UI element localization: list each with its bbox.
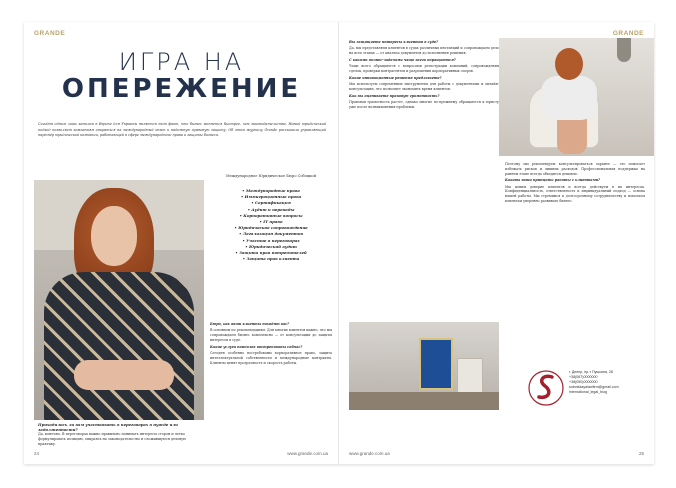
headline-line1: ИГРА НА — [118, 48, 245, 76]
interview-answer: Да, мы представляем клиентов в судах различных инстанций и сопровождаем дело на всех этапах — от анализа документов до исполнения решения. — [349, 46, 499, 56]
interview-question: Какие услуги наиболее востребованы сейчас? — [210, 344, 303, 349]
lead-text: Сегодня одним лишь каналом в Европе для Украины является тот факт, что бизнес меняется быстрее, чем законодательство. Новый юридический подход позволяет компаниям опираться на международный опыт и надежную правовую защиту. Об этом журналу Grande рассказала управляющий партнёр юридической компании, работающей в сфере международного права и защиты бизнеса. — [38, 122, 326, 138]
contact-list — [569, 370, 651, 395]
award-photo — [349, 322, 499, 410]
services-list — [210, 188, 332, 262]
site-url-left[interactable]: www.grande.com.ua — [287, 451, 328, 456]
interview-question: С какими бизнес-задачами чаще всего обращаются? — [349, 57, 456, 62]
interview-answer: Мы используем современные инструменты для работы с документами и онлайн-консультации, что позволяет экономить время клиентов. — [349, 82, 499, 91]
page-number-right: 25 — [638, 451, 644, 456]
service-item: • Легализация документов — [238, 231, 304, 237]
interview-answer: Сегодня особенно востребованы корпоративное право, защита интеллектуальной собственности и международные контракты. Клиенты ценят прозрачность и скорость работы. — [210, 350, 332, 365]
section-label: GRANDE — [34, 30, 66, 37]
lead-paragraph — [38, 122, 326, 140]
interview-answer: В основном по рекомендациям. Для многих клиентов важно, что мы сопровождаем бизнес комплексно — от консультации до защиты интересов в суде. — [210, 328, 333, 342]
phone-text[interactable]: +38(067)0000000 — [569, 375, 598, 379]
article-column — [349, 38, 499, 111]
headline-line2: ОПЕРЕЖЕНИЕ — [61, 74, 302, 104]
section-label: GRANDE — [612, 30, 644, 37]
interview-answer: Поэтому мы рекомендуем консультироваться заранее — это помогает избежать рисков и лишних расходов. Профессиональная поддержка на раннем этапе всегда обходится дешевле. — [505, 162, 645, 176]
service-item: • IT право — [259, 219, 283, 225]
interview-answer: Правовая грамотность растет, однако многие по-прежнему обращаются к юристу уже после возникновения проблемы. — [349, 99, 499, 109]
service-item: • Корпоративные вопросы — [239, 212, 303, 218]
left-page — [24, 22, 339, 464]
service-item: • Участие в переговорах — [242, 237, 300, 243]
service-item: • Иммиграционные права — [240, 194, 302, 200]
email-link[interactable]: sobotskayalawfirm@gmail.com — [569, 385, 619, 389]
service-item: • Юридическое сопровождение — [234, 225, 308, 231]
social-link[interactable]: international_legal_blog — [569, 390, 607, 394]
interview-question: Бюро, как ваши клиенты находят вас? — [210, 322, 290, 326]
interview-answer: Мы ценим доверие клиентов и всегда действуем в их интересах. Конфиденциальность, ответственность и индивидуальный подход — основа нашей работы. Мы стремимся к долгосрочному сотрудничеству и помогаем клиентам уверенно развивать бизнес. — [505, 184, 645, 204]
page-number-left: 24 — [34, 451, 40, 456]
site-url-right[interactable]: www.grande.com.ua — [349, 451, 390, 456]
service-item: • Международные права — [242, 188, 300, 193]
service-item: • Защита прав клиента — [242, 256, 300, 262]
service-item: • Защита прав потребителей — [235, 250, 307, 256]
caption-answer: Да, конечно. В переговорах важно правильно понимать интересы сторон и четко формулировать позицию, опираясь на законодательство и сложившуюся деловую практику. — [38, 432, 187, 446]
article-column — [210, 320, 332, 367]
law-firm-logo — [527, 368, 565, 408]
service-item: • Сертификация — [251, 200, 291, 206]
service-item: • Юридический аудит — [245, 243, 297, 249]
right-page — [339, 22, 654, 464]
interview-question: Вы защищаете интересы клиентов в суде? — [349, 40, 439, 44]
magazine-spread — [24, 22, 654, 464]
services-title: Международное Юридическое Бюро Собоцкой — [225, 174, 316, 178]
article-column — [505, 162, 645, 205]
interview-question: Как вы оцениваете правовую грамотность? — [349, 93, 440, 98]
interview-question: Какие инновационные решения предлагаете? — [349, 75, 442, 80]
interview-answer: Чаще всего обращаются с вопросами регистрации компаний, сопровождения сделок, проверки контрагентов и разрешения корпоративных споров. — [349, 64, 499, 73]
interview-question: Каковы ваши принципы работы с клиентами? — [505, 178, 601, 183]
office-photo — [499, 38, 654, 156]
caption-question: Приходилось ли вам участвовать в переговорах в нужде или задолженности? — [38, 422, 178, 432]
phone-text[interactable]: +38(050)0000000 — [569, 380, 598, 384]
service-item: • Аудит и переводы — [247, 206, 295, 212]
address-text: г. Днепр, пр-т Пушкина, 28 — [569, 370, 613, 374]
portrait-photo — [34, 180, 204, 420]
